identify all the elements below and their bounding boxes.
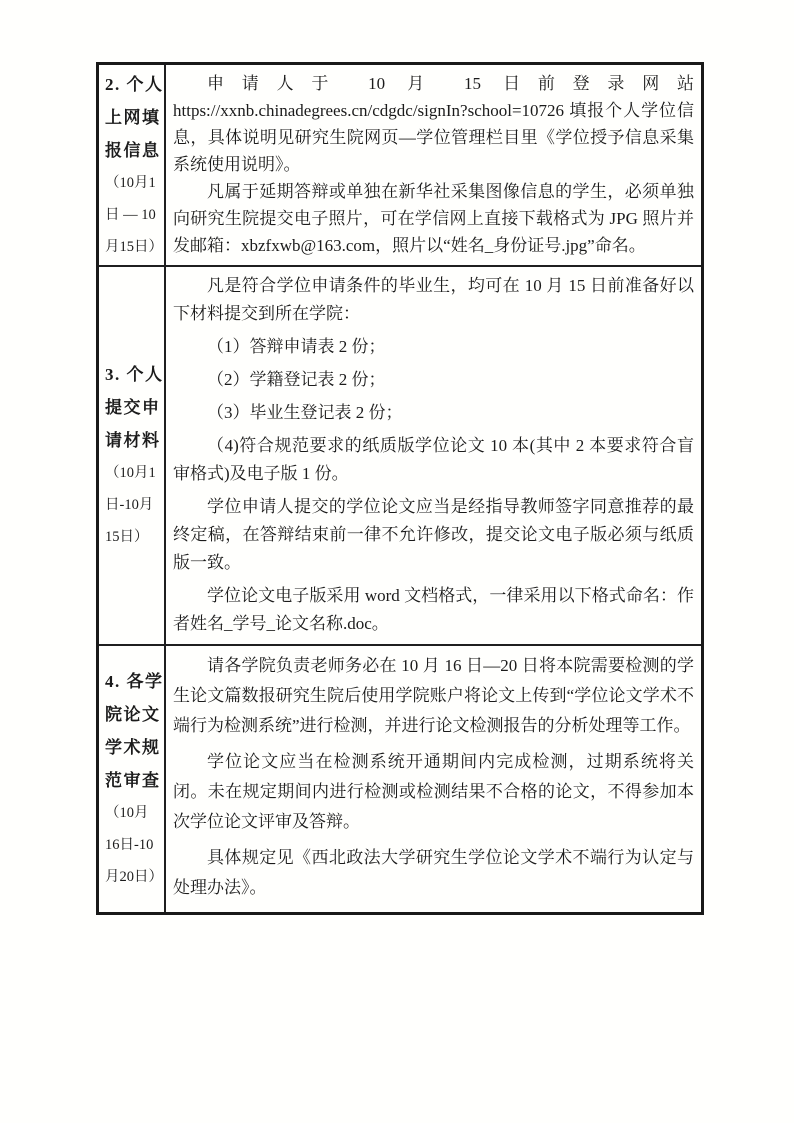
body-paragraph: 学位申请人提交的学位论文应当是经指导教师签字同意推荐的最终定稿，在答辩结束前一律不允许修改，提交论文电子版必须与纸质版一致。 — [173, 497, 694, 572]
row-header-title-line: 2. 个人 — [105, 74, 164, 94]
procedure-table — [96, 62, 704, 915]
body-paragraph: 凡属于延期答辩或单独在新华社采集图像信息的学生，必须单独向研究生院提交电子照片，可在学信网上直接下载格式为 JPG 照片并发邮箱：xbzfxwb@163.com，照片以“姓名_身份证号.jpg”命名。 — [173, 182, 694, 255]
body-paragraph: （4)符合规范要求的纸质版学位论文 10 本(其中 2 本要求符合盲审格式)及电子版 1 份。 — [173, 436, 694, 483]
body-paragraph: 学位论文电子版采用 word 文档格式，一律采用以下格式命名：作者姓名_学号_论文名称.doc。 — [173, 586, 694, 633]
table-row — [99, 267, 701, 646]
body-paragraph: 凡是符合学位申请条件的毕业生，均可在 10 月 15 日前准备好以下材料提交到所在学院： — [173, 276, 694, 323]
row-header-cell — [99, 267, 166, 644]
row-header-title-line: 请材料 — [105, 431, 161, 450]
row-header-date-line: 日-10月 — [105, 497, 154, 513]
table-row — [99, 646, 701, 912]
row-header-date-line: （10月1 — [105, 465, 156, 481]
body-paragraph: （1）答辩申请表 2 份； — [207, 337, 386, 356]
body-paragraph: （3）毕业生登记表 2 份； — [207, 403, 403, 422]
row-header-date-line: 16日-10 — [105, 837, 154, 853]
body-paragraph: （2）学籍登记表 2 份； — [207, 370, 386, 389]
row-header-title-line: 3. 个人 — [105, 365, 164, 384]
row-body-cell — [166, 65, 701, 265]
row-header-cell — [99, 646, 166, 912]
row-header-date-line: 日 — 10 — [105, 206, 156, 223]
row-header-title-line: 提交申 — [105, 398, 161, 417]
body-paragraph: 具体规定见《西北政法大学研究生学位论文学术不端行为认定与处理办法》。 — [173, 848, 694, 897]
row-header-title-line: 院论文 — [105, 705, 161, 724]
row-header-date-line: 月15日） — [105, 238, 163, 255]
row-header-date-line: 月20日） — [105, 869, 163, 885]
body-paragraph: 请各学院负责老师务必在 10 月 16 日—20 日将本院需要检测的学生论文篇数报研究生院后使用学院账户将论文上传到“学位论文学术不端行为检测系统”进行检测，并进行论文检测报告的分析处理等工作。 — [173, 656, 694, 735]
body-paragraph: 申请人于 10 月 15 日前登录网站 — [207, 74, 694, 93]
row-header-date-line: （10月 — [105, 805, 149, 821]
row-header-title-line: 报信息 — [105, 140, 161, 160]
row-header-cell — [99, 65, 166, 265]
row-header-title-line: 学术规 — [105, 738, 161, 757]
row-header-title-line: 范审查 — [105, 771, 161, 790]
table-row — [99, 65, 701, 267]
row-header-title-line: 上网填 — [105, 107, 161, 127]
row-header-title-line: 4. 各学 — [105, 672, 164, 691]
body-paragraph: 学位论文应当在检测系统开通期间内完成检测，过期系统将关闭。未在规定期间内进行检测或检测结果不合格的论文，不得参加本次学位论文评审及答辩。 — [173, 752, 694, 831]
row-header-date-line: （10月1 — [105, 174, 156, 191]
row-body-cell — [166, 267, 701, 644]
body-paragraph: https://xxnb.chinadegrees.cn/cdgdc/signIn?school=10726 填报个人学位信息，具体说明见研究生院网页—学位管理栏目里《学位授予信息采集系统使用说明》。 — [173, 101, 694, 174]
row-body-cell — [166, 646, 701, 912]
row-header-date-line: 15日） — [105, 529, 149, 545]
